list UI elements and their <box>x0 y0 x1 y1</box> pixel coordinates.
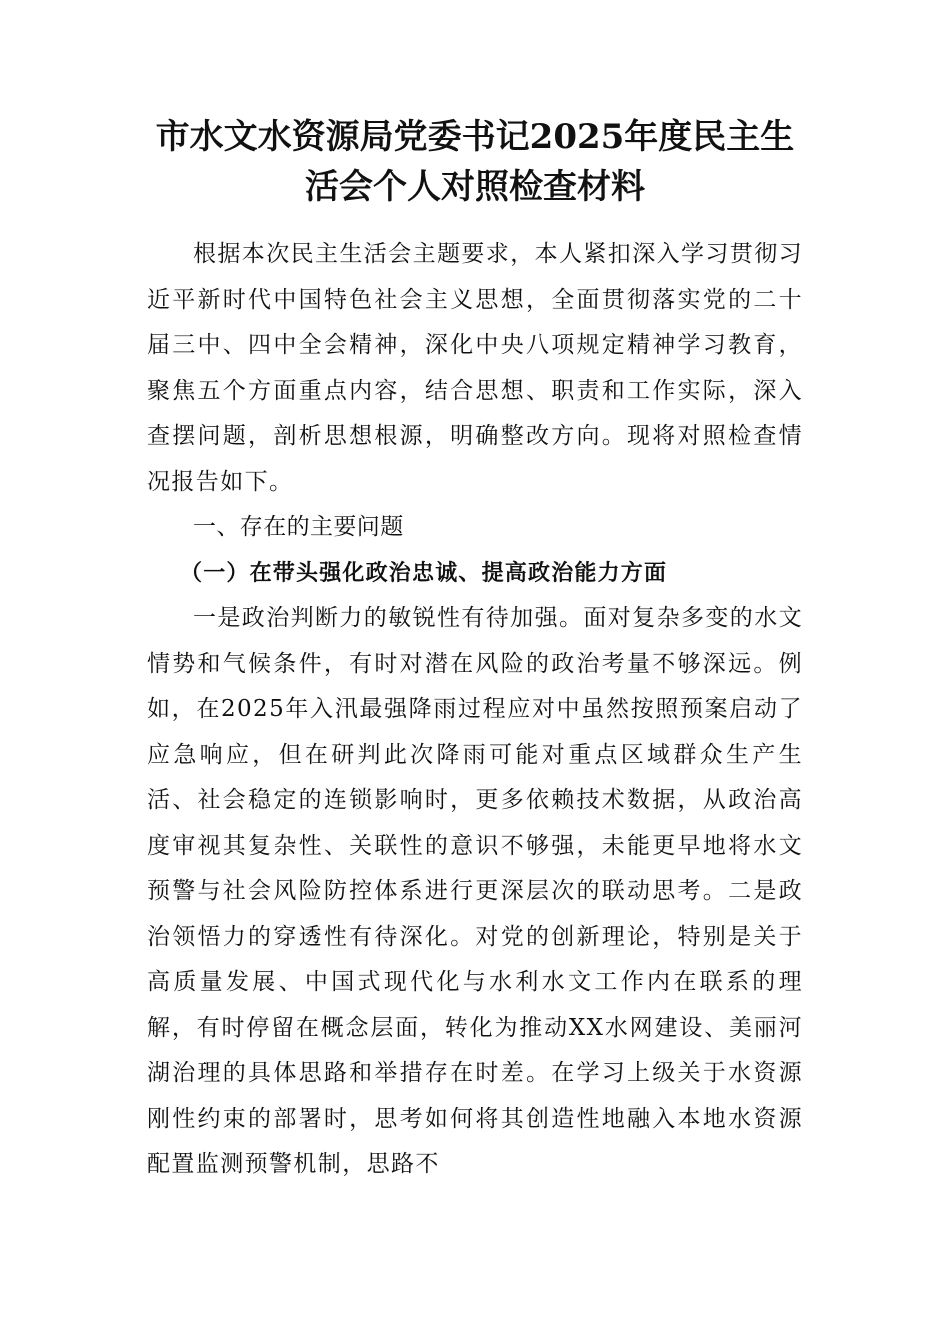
title-line-1: 市水文水资源局党委书记2025年度民主生 <box>155 117 795 157</box>
document-body <box>147 232 803 1188</box>
section-heading-problems: 一、存在的主要问题 <box>193 514 404 540</box>
title-line-2: 活会个人对照检查材料 <box>305 167 645 207</box>
intro-paragraph: 根据本次民主生活会主题要求，本人紧扣深入学习贯彻习近平新时代中国特色社会主义思想，全面贯彻落实党的二十届三中、四中全会精神，深化中央八项规定精神学习教育，聚焦五个方面重点内容，结合思想、职责和工作实际，深入查摆问题，剖析思想根源，明确整改方向。现将对照检查情况报告如下。 <box>147 241 803 495</box>
subsection-heading-political-loyalty: （一）在带头强化政治忠诚、提高政治能力方面 <box>180 559 668 586</box>
document-title <box>130 112 820 212</box>
subsection-paragraph-political-loyalty: 一是政治判断力的敏锐性有待加强。面对复杂多变的水文情势和气候条件，有时对潜在风险的政治考量不够深远。例如，在2025年入汛最强降雨过程应对中虽然按照预案启动了应急响应，但在研判此次降雨可能对重点区域群众生产生活、社会稳定的连锁影响时，更多依赖技术数据，从政治高度审视其复杂性、关联性的意识不够强，未能更早地将水文预警与社会风险防控体系进行更深层次的联动思考。二是政治领悟力的穿透性有待深化。对党的创新理论，特别是关于高质量发展、中国式现代化与水利水文工作内在联系的理解，有时停留在概念层面，转化为推动XX水网建设、美丽河湖治理的具体思路和举措存在时差。在学习上级关于水资源刚性约束的部署时，思考如何将其创造性地融入本地水资源配置监测预警机制，思路不 <box>147 605 803 1177</box>
